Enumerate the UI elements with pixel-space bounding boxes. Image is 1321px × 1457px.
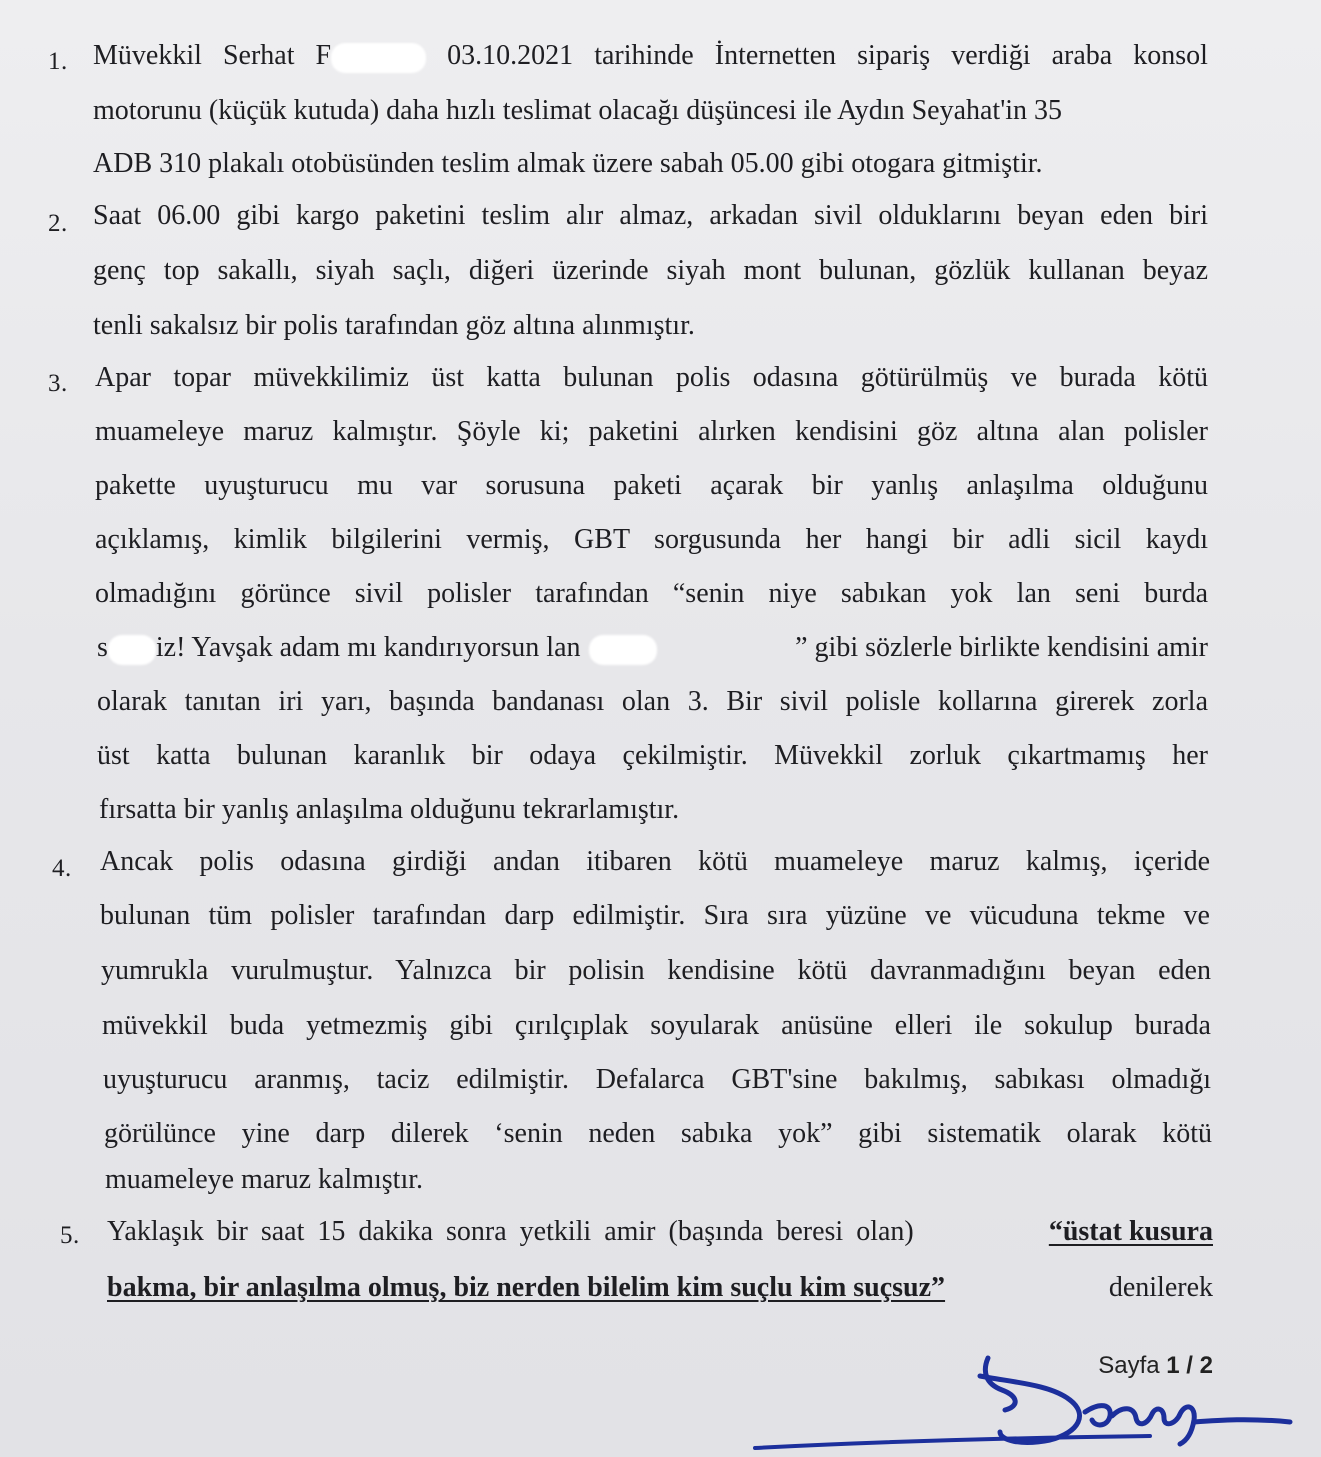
item-4-line-5: uyuşturucu aranmış, taciz edilmiştir. Defalarca GBT'sine bakılmış, sabıkası olmadığı: [103, 1064, 1211, 1095]
item-3-line-7: olarak tanıtan iri yarı, başında bandanası olan 3. Bir sivil polisle kollarına girerek zorla: [97, 686, 1208, 717]
item-number: 2.: [48, 210, 68, 237]
item-3-line-6: s iz! Yavşak adam mı kandırıyorsun lan ” gibi sözlerle birlikte kendisini amir: [97, 632, 1208, 663]
item-2-line-3: tenli sakalsız bir polis tarafından göz altına alınmıştır.: [93, 310, 695, 341]
item-3-line-1: Apar topar müvekkilimiz üst katta bulunan polis odasına götürülmüş ve burada kötü: [95, 362, 1208, 393]
item-number: 1.: [48, 48, 68, 75]
redaction-mark: [589, 635, 657, 665]
item-1-line-3: ADB 310 plakalı otobüsünden teslim almak üzere sabah 05.00 gibi otogara gitmiştir.: [93, 148, 1043, 179]
item-number: 4.: [52, 855, 72, 882]
redaction-mark: [331, 43, 426, 73]
item-4-line-7: muameleye maruz kalmıştır.: [105, 1164, 424, 1195]
item-3-line-5: olmadığını görünce sivil polisler tarafından “senin niye sabıkan yok lan seni burda: [95, 578, 1208, 609]
item-4-line-4: müvekkil buda yetmezmiş gibi çırılçıplak soyularak anüsüne elleri ile sokulup burada: [102, 1010, 1211, 1041]
signature-image: [750, 1340, 1310, 1457]
item-3-line-2: muameleye maruz kalmıştır. Şöyle ki; paketini alırken kendisini göz altına alan polisler: [95, 416, 1208, 447]
redaction-mark: [108, 635, 156, 665]
page-number: Sayfa 1 / 2: [1098, 1352, 1213, 1379]
item-3-line-4: açıklamış, kimlik bilgilerini vermiş, GBT sorgusunda her hangi bir adli sicil kaydı: [95, 524, 1208, 555]
item-number: 5.: [60, 1222, 80, 1249]
item-4-line-6: görülünce yine darp dilerek ‘senin neden sabıka yok” gibi sistematik olarak kötü: [104, 1118, 1212, 1149]
item-4-line-1: Ancak polis odasına girdiği andan itibaren kötü muameleye maruz kalmış, içeride: [100, 846, 1210, 877]
item-2-line-2: genç top sakallı, siyah saçlı, diğeri üzerinde siyah mont bulunan, gözlük kullanan beyaz: [93, 255, 1208, 286]
item-1-line-1: Müvekkil Serhat F 03.10.2021 tarihinde İnternetten sipariş verdiği araba konsol: [93, 40, 1208, 71]
item-3-line-9: fırsatta bir yanlış anlaşılma olduğunu tekrarlamıştır.: [99, 794, 680, 825]
item-4-line-2: bulunan tüm polisler tarafından darp edilmiştir. Sıra sıra yüzüne ve vücuduna tekme ve: [100, 900, 1210, 931]
item-number: 3.: [48, 370, 68, 397]
item-3-line-8: üst katta bulunan karanlık bir odaya çekilmiştir. Müvekkil zorluk çıkartmamış her: [97, 740, 1208, 771]
item-3-line-3: pakette uyuşturucu mu var sorusuna paketi açarak bir yanlış anlaşılma olduğunu: [95, 470, 1208, 501]
item-1-line-2: motorunu (küçük kutuda) daha hızlı teslimat olacağı düşüncesi ile Aydın Seyahat'in 35: [93, 95, 1063, 126]
item-4-line-3: yumrukla vurulmuştur. Yalnızca bir polisin kendisine kötü davranmadığını beyan eden: [101, 955, 1211, 986]
item-2-line-1: Saat 06.00 gibi kargo paketini teslim alır almaz, arkadan sivil olduklarını beyan eden biri: [93, 200, 1208, 231]
item-5-line-2: bakma, bir anlaşılma olmuş, biz nerden bilelim kim suçlu kim suçsuz” denilerek: [107, 1272, 1213, 1303]
item-5-line-1: Yaklaşık bir saat 15 dakika sonra yetkili amir (başında beresi olan) “üstat kusura: [107, 1216, 1213, 1247]
